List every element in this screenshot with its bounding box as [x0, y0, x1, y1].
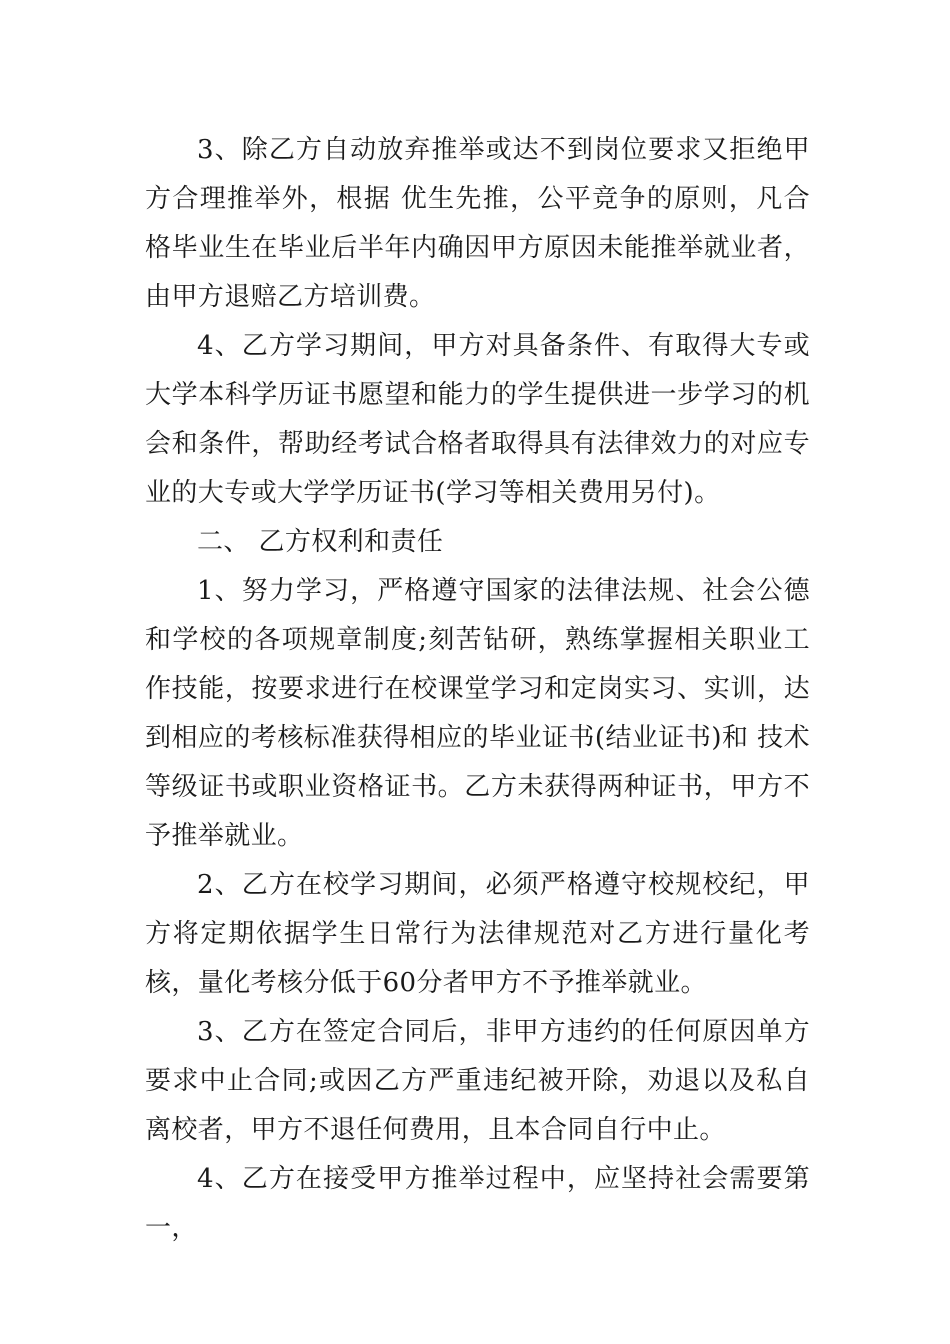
paragraph-clause-3-recommendation: 3、除乙方自动放弃推举或达不到岗位要求又拒绝甲方合理推举外，根据 优生先推，公平竞争的原则，凡合格毕业生在毕业后半年内确因甲方原因未能推举就业者，由甲方退赔乙方培训费。	[145, 135, 810, 312]
section-heading-party-b-rights: 二、 乙方权利和责任	[197, 527, 444, 557]
paragraph-b-clause-3-termination: 3、乙方在签定合同后，非甲方违约的任何原因单方要求中止合同;或因乙方严重违纪被开除，劝退以及私自离校者，甲方不退任何费用，且本合同自行中止。	[145, 1017, 810, 1145]
paragraph-b-clause-4-acceptance: 4、乙方在接受甲方推举过程中，应坚持社会需要第一，	[145, 1164, 810, 1243]
paragraph-clause-4-further-study: 4、乙方学习期间，甲方对具备条件、有取得大专或大学本科学历证书愿望和能力的学生提供进一步学习的机会和条件，帮助经考试合格者取得具有法律效力的对应专业的大专或大学学历证书(学习等相关费用另付)。	[145, 331, 810, 508]
paragraph-b-clause-1-study: 1、努力学习，严格遵守国家的法律法规、社会公德和学校的各项规章制度;刻苦钻研，熟练掌握相关职业工作技能，按要求进行在校课堂学习和定岗实习、实训，达到相应的考核标准获得相应的毕业证书(结业证书)和 技术等级证书或职业资格证书。乙方未获得两种证书，甲方不予推举就业。	[145, 576, 810, 851]
paragraph-b-clause-2-discipline: 2、乙方在校学习期间，必须严格遵守校规校纪，甲方将定期依据学生日常行为法律规范对乙方进行量化考核，量化考核分低于60分者甲方不予推举就业。	[145, 870, 810, 998]
document-body	[145, 126, 810, 1253]
